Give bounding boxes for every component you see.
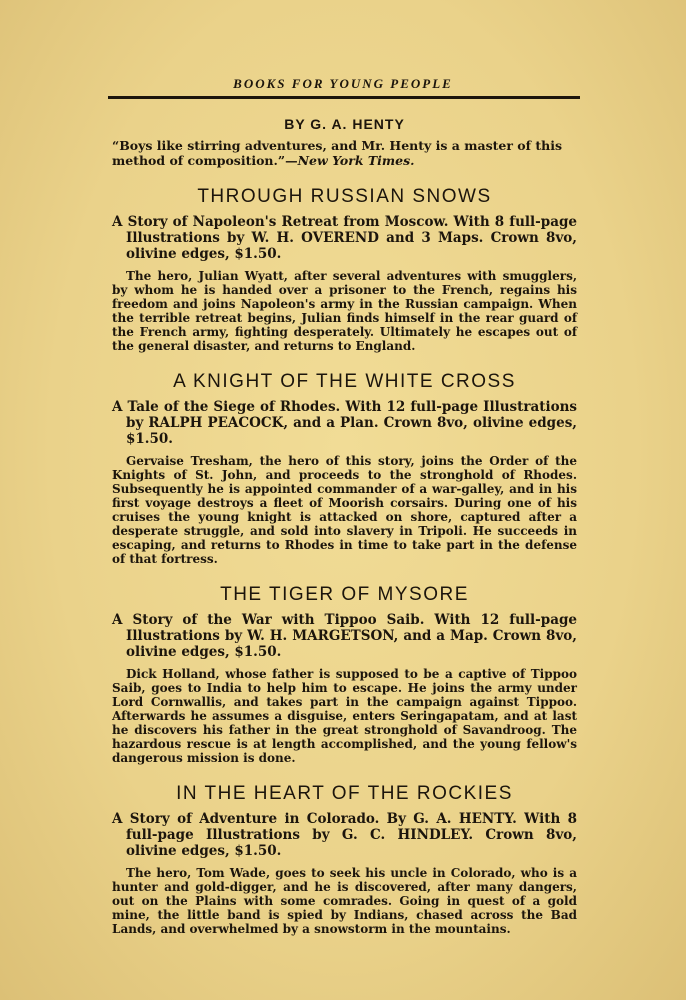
book-meta: A Tale of the Siege of Rhodes. With 12 full-page Illustrations by RALPH PEACOCK, and a Plan. Crown 8vo, olivine edges, $1.50.	[112, 399, 577, 447]
book-description: Dick Holland, whose father is supposed to be a captive of Tippoo Saib, goes to India to help him to escape. He joins the army under Lord Cornwallis, and takes part in the campaign against Tippoo. Afterwards he assumes a disguise, enters Seringapatam, and at last he discovers his father in the great stronghold of Savandroog. The hazardous rescue is at length accomplished, and the young fellow's dangerous mission is done.	[112, 667, 577, 765]
running-head: BOOKS FOR YOUNG PEOPLE	[233, 76, 453, 91]
quote-source: New York Times.	[297, 153, 415, 168]
book-entry-knight-of-the-white-cross	[112, 371, 577, 566]
header-rule	[108, 96, 580, 99]
book-entry-heart-of-the-rockies	[112, 783, 577, 936]
book-meta: A Story of Napoleon's Retreat from Moscow. With 8 full-page Illustrations by W. H. OVEREND and 3 Maps. Crown 8vo, olivine edges, $1.50.	[112, 214, 577, 262]
book-meta: A Story of Adventure in Colorado. By G. A. HENTY. With 8 full-page Illustrations by G. C. HINDLEY. Crown 8vo, olivine edges, $1.50.	[112, 811, 577, 859]
book-description: The hero, Tom Wade, goes to seek his uncle in Colorado, who is a hunter and gold-digger, and he is discovered, after many dangers, out on the Plains with some comrades. Going in quest of a gold mine, the little band is spied by Indians, chased across the Bad Lands, and overwhelmed by a snowstorm in the mountains.	[112, 866, 577, 936]
book-title: IN THE HEART OF THE ROCKIES	[176, 783, 513, 804]
author-byline: BY G. A. HENTY	[284, 116, 405, 132]
book-title: THE TIGER OF MYSORE	[220, 584, 469, 605]
review-quote	[112, 138, 577, 168]
book-title: A KNIGHT OF THE WHITE CROSS	[173, 371, 516, 392]
book-title: THROUGH RUSSIAN SNOWS	[197, 186, 492, 207]
book-entry-tiger-of-mysore	[112, 584, 577, 765]
page-content	[112, 110, 577, 936]
quote-text: “Boys like stirring adventures, and Mr. Henty is a master of this method of composition.”—	[112, 138, 562, 168]
book-description: The hero, Julian Wyatt, after several adventures with smugglers, by whom he is handed over a prisoner to the French, regains his freedom and joins Napoleon's army in the Russian campaign. When the terrible retreat begins, Julian finds himself in the rear guard of the French army, fighting desperately. Ultimately he escapes out of the general disaster, and returns to England.	[112, 269, 577, 353]
book-description: Gervaise Tresham, the hero of this story, joins the Order of the Knights of St. John, and proceeds to the stronghold of Rhodes. Subsequently he is appointed commander of a war-galley, and in his first voyage destroys a fleet of Moorish corsairs. During one of his cruises the young knight is attacked on shore, captured after a desperate struggle, and sold into slavery in Tripoli. He succeeds in escaping, and returns to Rhodes in time to take part in the defense of that fortress.	[112, 454, 577, 566]
book-entry-through-russian-snows	[112, 186, 577, 353]
book-meta: A Story of the War with Tippoo Saib. With 12 full-page Illustrations by W. H. MARGETSON, and a Map. Crown 8vo, olivine edges, $1.50.	[112, 612, 577, 660]
